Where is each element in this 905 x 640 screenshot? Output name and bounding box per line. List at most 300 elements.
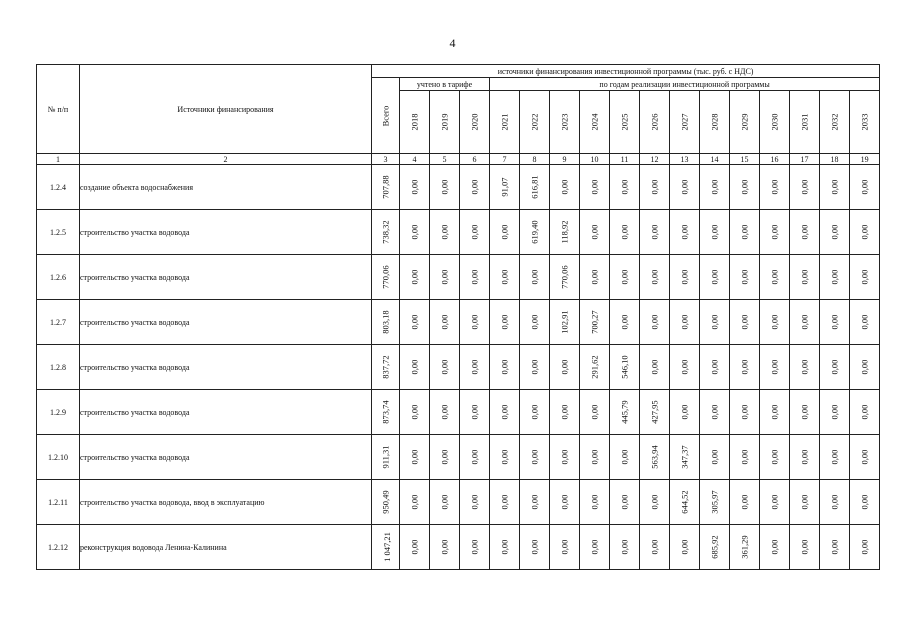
value-cell — [700, 480, 730, 525]
value-text: 0,00 — [709, 224, 720, 240]
value-cell — [400, 480, 430, 525]
value-text: 0,00 — [559, 494, 570, 510]
column-index: 12 — [640, 154, 670, 165]
year-label: 2021 — [499, 113, 510, 131]
value-cell — [850, 525, 880, 570]
value-text: 616,81 — [529, 175, 540, 199]
value-cell — [700, 345, 730, 390]
year-header — [520, 91, 550, 154]
value-text: 0,00 — [559, 359, 570, 375]
row-total-cell — [372, 255, 400, 300]
value-text: 347,37 — [679, 445, 690, 469]
value-cell — [700, 165, 730, 210]
value-text: 0,00 — [649, 269, 660, 285]
column-index: 6 — [460, 154, 490, 165]
value-cell — [490, 480, 520, 525]
value-cell — [670, 525, 700, 570]
value-cell — [430, 345, 460, 390]
value-cell — [700, 300, 730, 345]
year-label: 2027 — [679, 113, 690, 131]
value-cell — [610, 345, 640, 390]
value-cell — [580, 525, 610, 570]
col-no-header: № п/п — [37, 65, 80, 154]
value-cell — [790, 255, 820, 300]
value-cell — [790, 525, 820, 570]
value-cell — [670, 435, 700, 480]
value-text: 0,00 — [829, 539, 840, 555]
value-text: 0,00 — [529, 494, 540, 510]
row-total: 873,74 — [380, 400, 391, 424]
value-cell — [820, 300, 850, 345]
value-cell — [850, 255, 880, 300]
value-text: 0,00 — [709, 404, 720, 420]
value-text: 0,00 — [649, 539, 660, 555]
value-text: 0,00 — [769, 539, 780, 555]
column-index: 13 — [670, 154, 700, 165]
value-cell — [520, 390, 550, 435]
value-text: 0,00 — [709, 449, 720, 465]
value-text: 0,00 — [589, 494, 600, 510]
value-text: 0,00 — [409, 314, 420, 330]
table-row — [37, 165, 880, 210]
column-index: 2 — [80, 154, 372, 165]
value-cell — [550, 480, 580, 525]
value-text: 0,00 — [469, 359, 480, 375]
value-cell — [430, 435, 460, 480]
value-cell — [550, 300, 580, 345]
value-text: 0,00 — [439, 314, 450, 330]
row-total: 911,31 — [380, 445, 391, 469]
year-header — [700, 91, 730, 154]
value-text: 0,00 — [439, 179, 450, 195]
value-cell — [400, 300, 430, 345]
value-text: 0,00 — [499, 449, 510, 465]
column-index: 10 — [580, 154, 610, 165]
row-name: строительство участка водовода — [80, 210, 372, 255]
row-total-cell — [372, 480, 400, 525]
column-index: 17 — [790, 154, 820, 165]
value-cell — [550, 435, 580, 480]
value-cell — [790, 480, 820, 525]
col-total-label: Всего — [380, 105, 391, 126]
year-header — [760, 91, 790, 154]
value-cell — [490, 345, 520, 390]
value-text: 0,00 — [619, 269, 630, 285]
value-cell — [790, 165, 820, 210]
value-cell — [730, 480, 760, 525]
value-text: 0,00 — [499, 269, 510, 285]
year-header — [820, 91, 850, 154]
value-text: 0,00 — [829, 179, 840, 195]
year-header — [400, 91, 430, 154]
value-text: 305,97 — [709, 490, 720, 514]
value-text: 0,00 — [739, 269, 750, 285]
value-text: 91,07 — [499, 177, 510, 197]
row-total: 770,06 — [380, 265, 391, 289]
value-text: 0,00 — [829, 269, 840, 285]
row-name: строительство участка водовода — [80, 390, 372, 435]
column-index: 14 — [700, 154, 730, 165]
value-text: 0,00 — [799, 359, 810, 375]
value-text: 0,00 — [799, 449, 810, 465]
value-text: 0,00 — [469, 404, 480, 420]
value-cell — [790, 300, 820, 345]
value-cell — [430, 525, 460, 570]
value-text: 0,00 — [439, 494, 450, 510]
value-cell — [460, 210, 490, 255]
value-cell — [640, 480, 670, 525]
value-text: 0,00 — [829, 314, 840, 330]
value-text: 0,00 — [829, 449, 840, 465]
value-text: 0,00 — [649, 494, 660, 510]
value-cell — [610, 525, 640, 570]
value-cell — [400, 165, 430, 210]
value-cell — [580, 165, 610, 210]
value-text: 685,92 — [709, 535, 720, 559]
value-cell — [520, 255, 550, 300]
value-cell — [700, 210, 730, 255]
value-cell — [520, 165, 550, 210]
table-row — [37, 435, 880, 480]
row-name: строительство участка водовода — [80, 255, 372, 300]
year-label: 2024 — [589, 113, 600, 131]
row-total-cell — [372, 525, 400, 570]
year-header — [550, 91, 580, 154]
value-cell — [790, 390, 820, 435]
value-cell — [850, 210, 880, 255]
row-name: строительство участка водовода — [80, 300, 372, 345]
row-total: 837,72 — [380, 355, 391, 379]
value-cell — [820, 165, 850, 210]
value-text: 0,00 — [469, 314, 480, 330]
value-cell — [730, 525, 760, 570]
value-cell — [460, 300, 490, 345]
row-number: 1.2.10 — [37, 435, 80, 480]
table-row — [37, 345, 880, 390]
value-cell — [820, 345, 850, 390]
value-cell — [610, 210, 640, 255]
value-text: 0,00 — [529, 359, 540, 375]
value-text: 0,00 — [769, 314, 780, 330]
value-cell — [670, 165, 700, 210]
value-text: 0,00 — [679, 314, 690, 330]
year-header — [490, 91, 520, 154]
value-cell — [790, 435, 820, 480]
value-cell — [760, 480, 790, 525]
row-number: 1.2.12 — [37, 525, 80, 570]
value-text: 0,00 — [589, 449, 600, 465]
value-cell — [820, 255, 850, 300]
table-row — [37, 255, 880, 300]
value-text: 0,00 — [409, 404, 420, 420]
value-cell — [790, 210, 820, 255]
value-text: 0,00 — [859, 224, 870, 240]
column-index: 15 — [730, 154, 760, 165]
value-text: 0,00 — [499, 314, 510, 330]
value-text: 0,00 — [409, 494, 420, 510]
value-cell — [850, 435, 880, 480]
value-cell — [820, 390, 850, 435]
row-total: 738,32 — [380, 220, 391, 244]
value-text: 0,00 — [799, 404, 810, 420]
value-cell — [850, 480, 880, 525]
tariff-header: учтено в тарифе — [400, 78, 490, 91]
value-text: 0,00 — [679, 179, 690, 195]
row-total: 950,49 — [380, 490, 391, 514]
value-text: 0,00 — [469, 494, 480, 510]
year-label: 2030 — [769, 113, 780, 131]
value-text: 0,00 — [409, 359, 420, 375]
value-cell — [820, 525, 850, 570]
column-index: 3 — [372, 154, 400, 165]
row-total-cell — [372, 345, 400, 390]
value-text: 0,00 — [469, 179, 480, 195]
value-cell — [550, 345, 580, 390]
value-cell — [550, 210, 580, 255]
year-label: 2028 — [709, 113, 720, 131]
table-row — [37, 525, 880, 570]
value-text: 0,00 — [859, 494, 870, 510]
row-number: 1.2.6 — [37, 255, 80, 300]
financing-table — [36, 64, 880, 570]
value-text: 0,00 — [799, 494, 810, 510]
row-name: создание объекта водоснабжения — [80, 165, 372, 210]
row-name: реконструкция водовода Ленина-Калинина — [80, 525, 372, 570]
value-text: 0,00 — [439, 359, 450, 375]
value-cell — [640, 525, 670, 570]
row-total-cell — [372, 165, 400, 210]
value-text: 563,94 — [649, 445, 660, 469]
value-cell — [400, 390, 430, 435]
value-cell — [400, 525, 430, 570]
value-cell — [520, 300, 550, 345]
value-cell — [580, 435, 610, 480]
value-cell — [730, 255, 760, 300]
value-cell — [550, 390, 580, 435]
value-text: 0,00 — [619, 314, 630, 330]
column-index: 11 — [610, 154, 640, 165]
value-text: 0,00 — [709, 179, 720, 195]
row-number: 1.2.4 — [37, 165, 80, 210]
year-label: 2031 — [799, 113, 810, 131]
value-text: 0,00 — [739, 404, 750, 420]
value-text: 0,00 — [769, 494, 780, 510]
value-cell — [820, 480, 850, 525]
value-cell — [430, 255, 460, 300]
value-text: 0,00 — [649, 314, 660, 330]
column-index: 1 — [37, 154, 80, 165]
value-text: 0,00 — [739, 224, 750, 240]
value-cell — [760, 165, 790, 210]
value-cell — [760, 300, 790, 345]
value-cell — [640, 300, 670, 345]
value-cell — [580, 210, 610, 255]
value-text: 0,00 — [409, 269, 420, 285]
value-text: 619,40 — [529, 220, 540, 244]
value-cell — [550, 255, 580, 300]
value-text: 445,79 — [619, 400, 630, 424]
value-cell — [400, 210, 430, 255]
value-text: 0,00 — [619, 449, 630, 465]
value-cell — [700, 255, 730, 300]
value-text: 0,00 — [559, 404, 570, 420]
year-label: 2020 — [469, 113, 480, 131]
value-text: 546,10 — [619, 355, 630, 379]
value-cell — [850, 390, 880, 435]
value-cell — [670, 480, 700, 525]
value-cell — [490, 435, 520, 480]
value-cell — [760, 345, 790, 390]
value-text: 0,00 — [859, 179, 870, 195]
col-group-header: источники финансирования инвестиционной программы (тыс. руб. с НДС) — [372, 65, 880, 78]
value-cell — [520, 525, 550, 570]
value-cell — [490, 210, 520, 255]
table-row — [37, 390, 880, 435]
value-text: 0,00 — [859, 314, 870, 330]
value-cell — [610, 390, 640, 435]
row-number: 1.2.9 — [37, 390, 80, 435]
value-cell — [730, 165, 760, 210]
value-text: 0,00 — [589, 539, 600, 555]
value-cell — [580, 480, 610, 525]
value-text: 0,00 — [589, 224, 600, 240]
value-text: 0,00 — [859, 359, 870, 375]
value-text: 291,62 — [589, 355, 600, 379]
value-text: 0,00 — [859, 539, 870, 555]
value-text: 0,00 — [829, 224, 840, 240]
value-text: 0,00 — [619, 539, 630, 555]
value-text: 118,92 — [559, 220, 570, 244]
column-index: 9 — [550, 154, 580, 165]
value-cell — [580, 390, 610, 435]
value-text: 0,00 — [589, 404, 600, 420]
column-index: 5 — [430, 154, 460, 165]
value-text: 0,00 — [529, 449, 540, 465]
value-cell — [460, 390, 490, 435]
value-cell — [700, 390, 730, 435]
value-cell — [670, 345, 700, 390]
value-cell — [850, 345, 880, 390]
value-text: 0,00 — [799, 269, 810, 285]
year-label: 2033 — [859, 113, 870, 131]
value-text: 0,00 — [739, 449, 750, 465]
value-cell — [670, 390, 700, 435]
table-row — [37, 300, 880, 345]
value-cell — [490, 300, 520, 345]
value-cell — [760, 210, 790, 255]
page-number: 4 — [449, 36, 456, 50]
year-label: 2023 — [559, 113, 570, 131]
value-cell — [640, 165, 670, 210]
value-text: 0,00 — [709, 314, 720, 330]
year-header — [790, 91, 820, 154]
table-row — [37, 480, 880, 525]
value-text: 0,00 — [829, 359, 840, 375]
value-cell — [430, 165, 460, 210]
by-year-header: по годам реализации инвестиционной программы — [490, 78, 880, 91]
value-cell — [520, 345, 550, 390]
value-text: 644,52 — [679, 490, 690, 514]
value-text: 0,00 — [829, 404, 840, 420]
value-cell — [730, 390, 760, 435]
year-header — [850, 91, 880, 154]
value-text: 0,00 — [439, 539, 450, 555]
value-text: 0,00 — [559, 179, 570, 195]
value-text: 0,00 — [649, 179, 660, 195]
row-total-cell — [372, 435, 400, 480]
value-text: 0,00 — [499, 224, 510, 240]
value-text: 0,00 — [739, 494, 750, 510]
value-cell — [550, 525, 580, 570]
value-cell — [610, 435, 640, 480]
value-text: 0,00 — [529, 314, 540, 330]
value-text: 0,00 — [679, 224, 690, 240]
row-number: 1.2.7 — [37, 300, 80, 345]
value-cell — [460, 435, 490, 480]
value-text: 0,00 — [679, 404, 690, 420]
value-text: 0,00 — [769, 404, 780, 420]
column-index: 16 — [760, 154, 790, 165]
value-text: 0,00 — [799, 314, 810, 330]
row-total-cell — [372, 390, 400, 435]
year-header — [640, 91, 670, 154]
row-number: 1.2.5 — [37, 210, 80, 255]
row-name: строительство участка водовода — [80, 345, 372, 390]
value-text: 0,00 — [439, 224, 450, 240]
value-text: 0,00 — [769, 359, 780, 375]
value-cell — [520, 210, 550, 255]
value-text: 0,00 — [469, 269, 480, 285]
value-text: 361,29 — [739, 535, 750, 559]
value-cell — [580, 300, 610, 345]
value-text: 0,00 — [559, 449, 570, 465]
row-total: 1 047,21 — [381, 532, 392, 562]
value-text: 0,00 — [619, 494, 630, 510]
value-text: 0,00 — [469, 539, 480, 555]
year-header — [610, 91, 640, 154]
value-cell — [760, 255, 790, 300]
value-text: 0,00 — [589, 269, 600, 285]
year-label: 2032 — [829, 113, 840, 131]
value-cell — [400, 345, 430, 390]
value-cell — [760, 525, 790, 570]
value-cell — [430, 390, 460, 435]
value-text: 0,00 — [829, 494, 840, 510]
value-text: 0,00 — [859, 269, 870, 285]
value-cell — [460, 345, 490, 390]
year-label: 2026 — [649, 113, 660, 131]
year-header — [430, 91, 460, 154]
value-cell — [820, 210, 850, 255]
value-cell — [430, 210, 460, 255]
value-text: 0,00 — [859, 449, 870, 465]
value-text: 0,00 — [499, 404, 510, 420]
value-cell — [670, 210, 700, 255]
value-cell — [610, 165, 640, 210]
value-cell — [490, 165, 520, 210]
year-label: 2018 — [409, 113, 420, 131]
value-cell — [850, 165, 880, 210]
value-text: 0,00 — [469, 449, 480, 465]
year-label: 2029 — [739, 113, 750, 131]
year-header — [580, 91, 610, 154]
value-cell — [430, 480, 460, 525]
value-text: 0,00 — [739, 179, 750, 195]
row-number: 1.2.8 — [37, 345, 80, 390]
value-text: 0,00 — [439, 404, 450, 420]
value-text: 0,00 — [799, 179, 810, 195]
value-cell — [640, 210, 670, 255]
